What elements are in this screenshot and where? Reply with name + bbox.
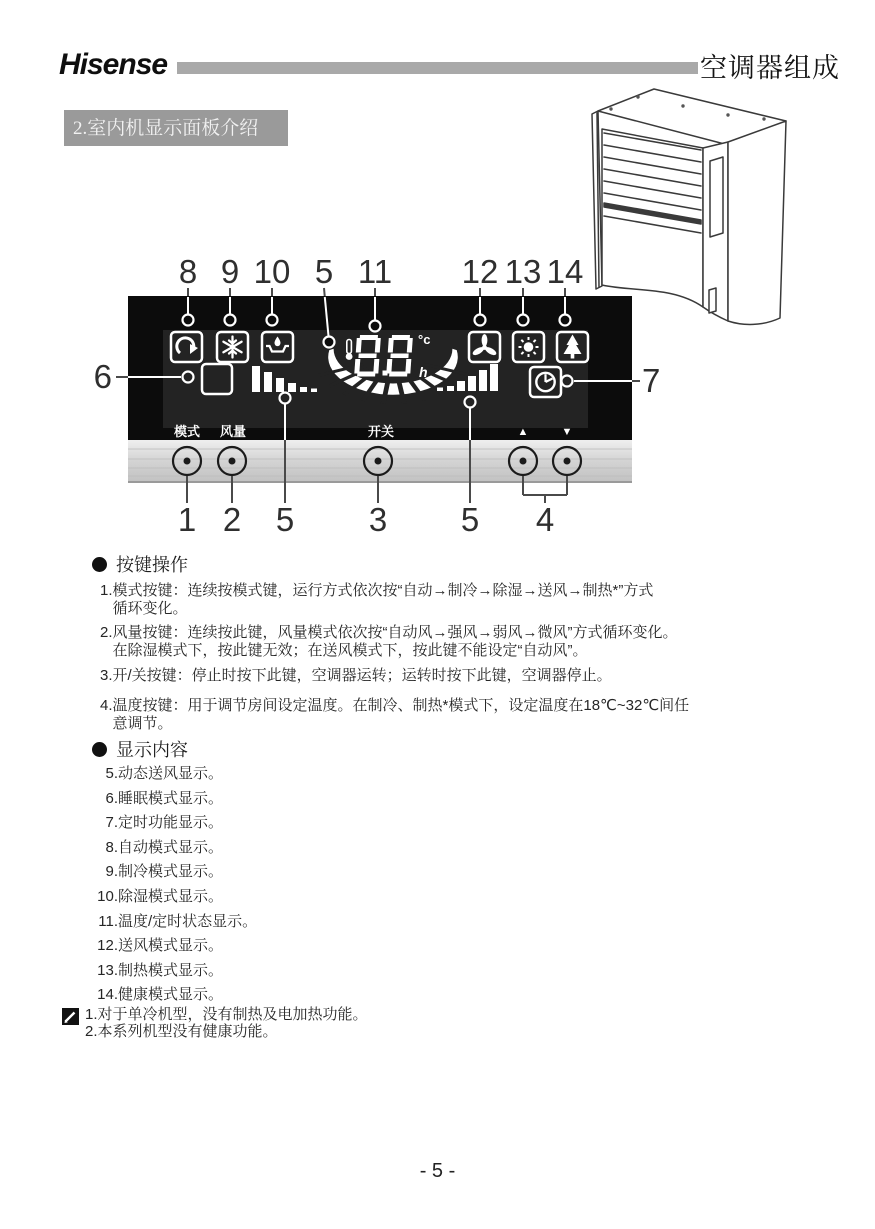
- item-text: 睡眠模式显示。: [118, 789, 224, 807]
- list-item: [96, 910, 257, 935]
- item-text: 制冷模式显示。: [118, 863, 224, 881]
- item-number: 1.: [100, 582, 113, 599]
- item-text: 开/关按键：停止时按下此键，空调器运转；运转时按下此键，空调器停止。: [112, 667, 612, 684]
- footnote: [62, 1007, 368, 1040]
- callout-10: 10: [253, 253, 291, 290]
- list-item: [96, 959, 257, 984]
- key-op-item-2: [100, 624, 678, 659]
- callout-9: 9: [220, 253, 240, 290]
- section-bullet: [92, 557, 107, 572]
- list-item: [96, 983, 257, 1008]
- item-text: 自动模式显示。: [118, 838, 224, 856]
- section-title: 显示内容: [116, 740, 188, 760]
- item-number: 12.: [97, 937, 118, 955]
- power-button-label: 开关: [367, 424, 395, 439]
- callout-1: 1: [177, 501, 197, 538]
- item-text: 循环变化。: [112, 599, 188, 617]
- item-number: 6.: [105, 789, 118, 807]
- item-number: 14.: [97, 986, 118, 1004]
- item-number: 11.: [98, 912, 118, 930]
- callout-7: 7: [642, 362, 661, 399]
- callout-3: 3: [368, 501, 388, 538]
- display-contents-list: [96, 762, 257, 1008]
- callout-5-bottom-left: 5: [275, 501, 295, 538]
- key-op-item-1: [100, 582, 653, 617]
- callout-5-top: 5: [314, 253, 334, 290]
- list-item: [96, 860, 257, 885]
- hour-label: h: [419, 364, 428, 380]
- callout-5-right-marker: [465, 397, 476, 408]
- bottom-callout-numbers: [178, 501, 554, 538]
- callout-14: 14: [546, 253, 584, 290]
- temp-up-label: ▲: [517, 426, 529, 438]
- page-number: - 5 -: [419, 1160, 456, 1182]
- key-operations-header: [92, 551, 188, 577]
- item-text: 送风模式显示。: [118, 937, 224, 955]
- item-text: 温度按键：用于调节房间设定温度。在制冷、制热*模式下，设定温度在18℃~32℃间任: [112, 697, 690, 714]
- page-title: 空调器组成: [700, 53, 840, 83]
- pencil-note-icon: [62, 1008, 80, 1026]
- display-contents-header: [92, 736, 188, 762]
- footnote-line: 1.对于单冷机型，没有制热及电加热功能。: [85, 1006, 368, 1023]
- item-number: 2.: [100, 624, 113, 641]
- key-op-item-4: [100, 697, 689, 732]
- item-text: 模式按键：连续按模式键，运行方式依次按“自动→制冷→除湿→送风→制热*”方式: [112, 582, 654, 599]
- item-text: 定时功能显示。: [118, 814, 224, 832]
- celsius-label: °c: [418, 332, 431, 347]
- callout-13: 13: [504, 253, 542, 290]
- callout-12: 12: [461, 253, 499, 290]
- decimal-point: [383, 371, 388, 376]
- key-op-item-3: [100, 667, 612, 685]
- unit-small-vent: [709, 288, 716, 313]
- unit-right-face: [728, 121, 786, 324]
- item-text: 健康模式显示。: [118, 986, 224, 1004]
- item-text: 温度/定时状态显示。: [118, 912, 258, 930]
- callout-11: 11: [357, 253, 393, 290]
- item-number: 13.: [97, 961, 118, 979]
- section-bullet: [92, 742, 107, 757]
- item-number: 7.: [105, 814, 118, 832]
- mode-button-label: 模式: [173, 424, 201, 439]
- callout-6-marker: [183, 372, 194, 383]
- item-number: 4.: [100, 697, 113, 714]
- heat-mode-icon: [519, 337, 539, 357]
- footnote-line: 2.本系列机型没有健康功能。: [85, 1022, 278, 1040]
- item-text: 在除湿模式下，按此键无效；在送风模式下，按此键不能设定“自动风”。: [112, 641, 588, 659]
- item-text: 意调节。: [112, 714, 173, 732]
- list-item: [96, 811, 257, 836]
- list-item: [96, 762, 257, 787]
- callout-5-bottom-right: 5: [460, 501, 480, 538]
- hisense-logo: Hisense: [59, 48, 168, 81]
- item-text: 制热模式显示。: [118, 961, 224, 979]
- section-title: 按键操作: [116, 555, 188, 575]
- item-number: 9.: [105, 863, 118, 881]
- display-panel-diagram: [60, 248, 700, 548]
- list-item: [96, 787, 257, 812]
- header-divider-bar: [177, 62, 698, 74]
- item-number: 5.: [105, 765, 118, 782]
- temp-down-label: ▼: [561, 426, 573, 438]
- list-item: [96, 885, 257, 910]
- item-number: 8.: [105, 838, 118, 856]
- list-item: [96, 934, 257, 959]
- top-callout-numbers: [179, 253, 584, 290]
- section-label: 2.室内机显示面板介绍: [64, 110, 288, 146]
- item-text: 风量按键：连续按此键，风量模式依次按“自动风→强风→弱风→微风”方式循环变化。: [112, 624, 678, 641]
- item-number: 10.: [97, 887, 118, 905]
- item-text: 动态送风显示。: [118, 765, 224, 782]
- callout-4: 4: [535, 501, 555, 538]
- item-text: 除湿模式显示。: [118, 887, 224, 905]
- list-item: [96, 836, 257, 861]
- callout-2: 2: [222, 501, 242, 538]
- fan-button-label: 风量: [219, 424, 247, 439]
- callout-5-left-marker: [280, 393, 291, 404]
- callout-6: 6: [93, 358, 112, 395]
- item-number: 3.: [100, 667, 113, 684]
- callout-7-marker: [562, 376, 573, 387]
- unit-vent-window: [710, 157, 723, 237]
- callout-8: 8: [178, 253, 198, 290]
